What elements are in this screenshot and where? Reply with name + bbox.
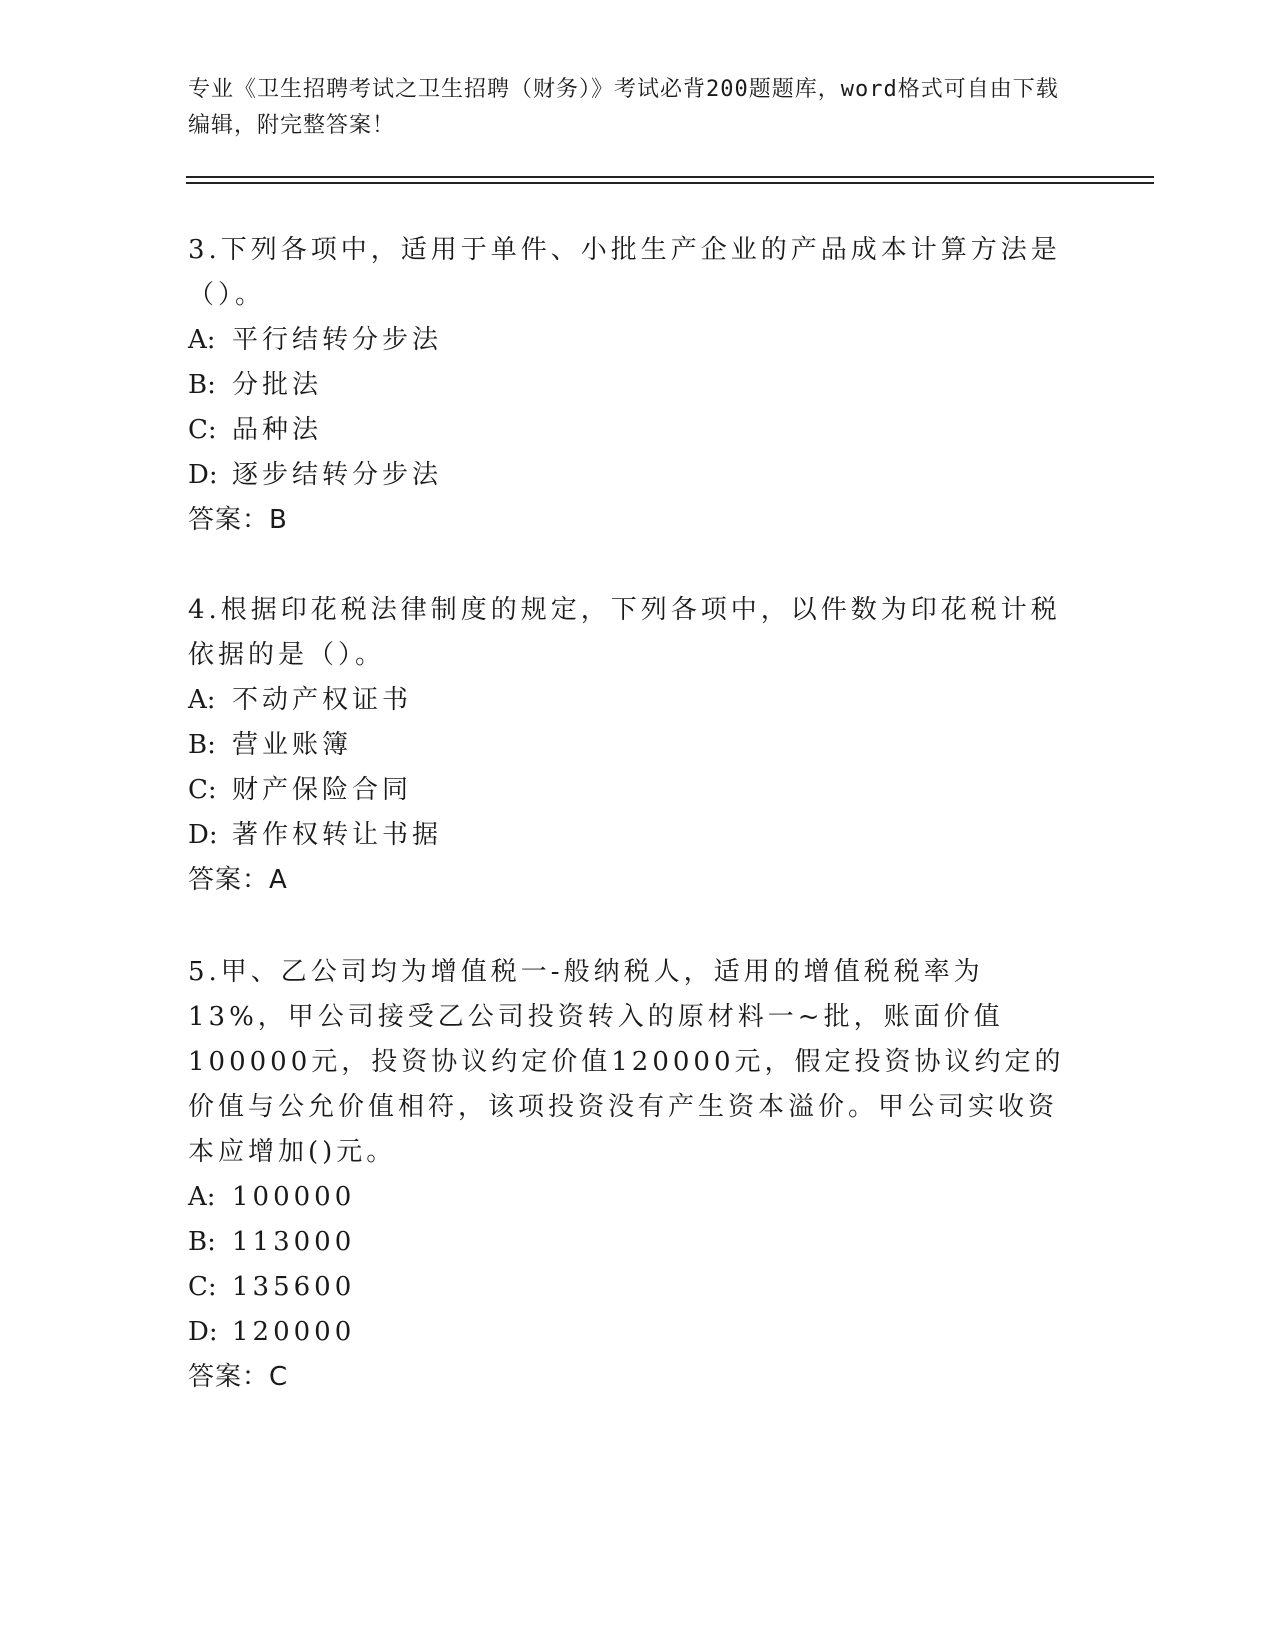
option-text: 财产保险合同 (232, 775, 413, 805)
option-d: D: 120000 (188, 1317, 356, 1347)
option-text: 120000 (232, 1317, 356, 1347)
option-a: A: 不动产权证书 (188, 685, 413, 715)
option-text: 品种法 (232, 415, 323, 445)
option-text: 113000 (232, 1227, 356, 1257)
option-text: 平行结转分步法 (232, 325, 443, 355)
option-d: D: 逐步结转分步法 (188, 460, 443, 490)
option-b: B: 分批法 (188, 370, 323, 400)
option-b: B: 113000 (188, 1227, 356, 1257)
option-text: 不动产权证书 (232, 685, 413, 715)
answer-text: 答案：C (188, 1362, 289, 1392)
option-c: C: 135600 (188, 1272, 356, 1302)
option-text: 135600 (232, 1272, 356, 1302)
option-a: A: 100000 (188, 1182, 356, 1212)
document-header: 专业《卫生招聘考试之卫生招聘（财务）》考试必背200题题库，word格式可自由下载编辑，附完整答案！ (188, 77, 1059, 138)
option-c: C: 财产保险合同 (188, 775, 413, 805)
answer-text: 答案：B (188, 505, 288, 535)
option-c: C: 品种法 (188, 415, 323, 445)
answer-text: 答案：A (188, 865, 288, 895)
question-text: 4.根据印花税法律制度的规定，下列各项中，以件数为印花税计税依据的是（）。 (188, 595, 1061, 670)
header-divider-bottom (186, 182, 1154, 184)
option-text: 逐步结转分步法 (232, 460, 443, 490)
option-b: B: 营业账簿 (188, 730, 353, 760)
header-divider-top (186, 176, 1154, 178)
option-a: A: 平行结转分步法 (188, 325, 443, 355)
option-text: 营业账簿 (232, 730, 353, 760)
question-block (188, 588, 1068, 903)
question-block (188, 950, 1068, 1400)
question-text: 5.甲、乙公司均为增值税一-般纳税人，适用的增值税税率为13%，甲公司接受乙公司投资转入的原材料一~批，账面价值100000元，投资协议约定价值120000元，假定投资协议约定的价值与公允价值相符，该项投资没有产生资本溢价。甲公司实收资本应增加()元。 (188, 957, 1065, 1167)
option-text: 著作权转让书据 (232, 820, 443, 850)
option-text: 分批法 (232, 370, 323, 400)
option-text: 100000 (232, 1182, 356, 1212)
question-block (188, 228, 1068, 543)
question-text: 3.下列各项中，适用于单件、小批生产企业的产品成本计算方法是（）。 (188, 235, 1061, 310)
option-d: D: 著作权转让书据 (188, 820, 443, 850)
